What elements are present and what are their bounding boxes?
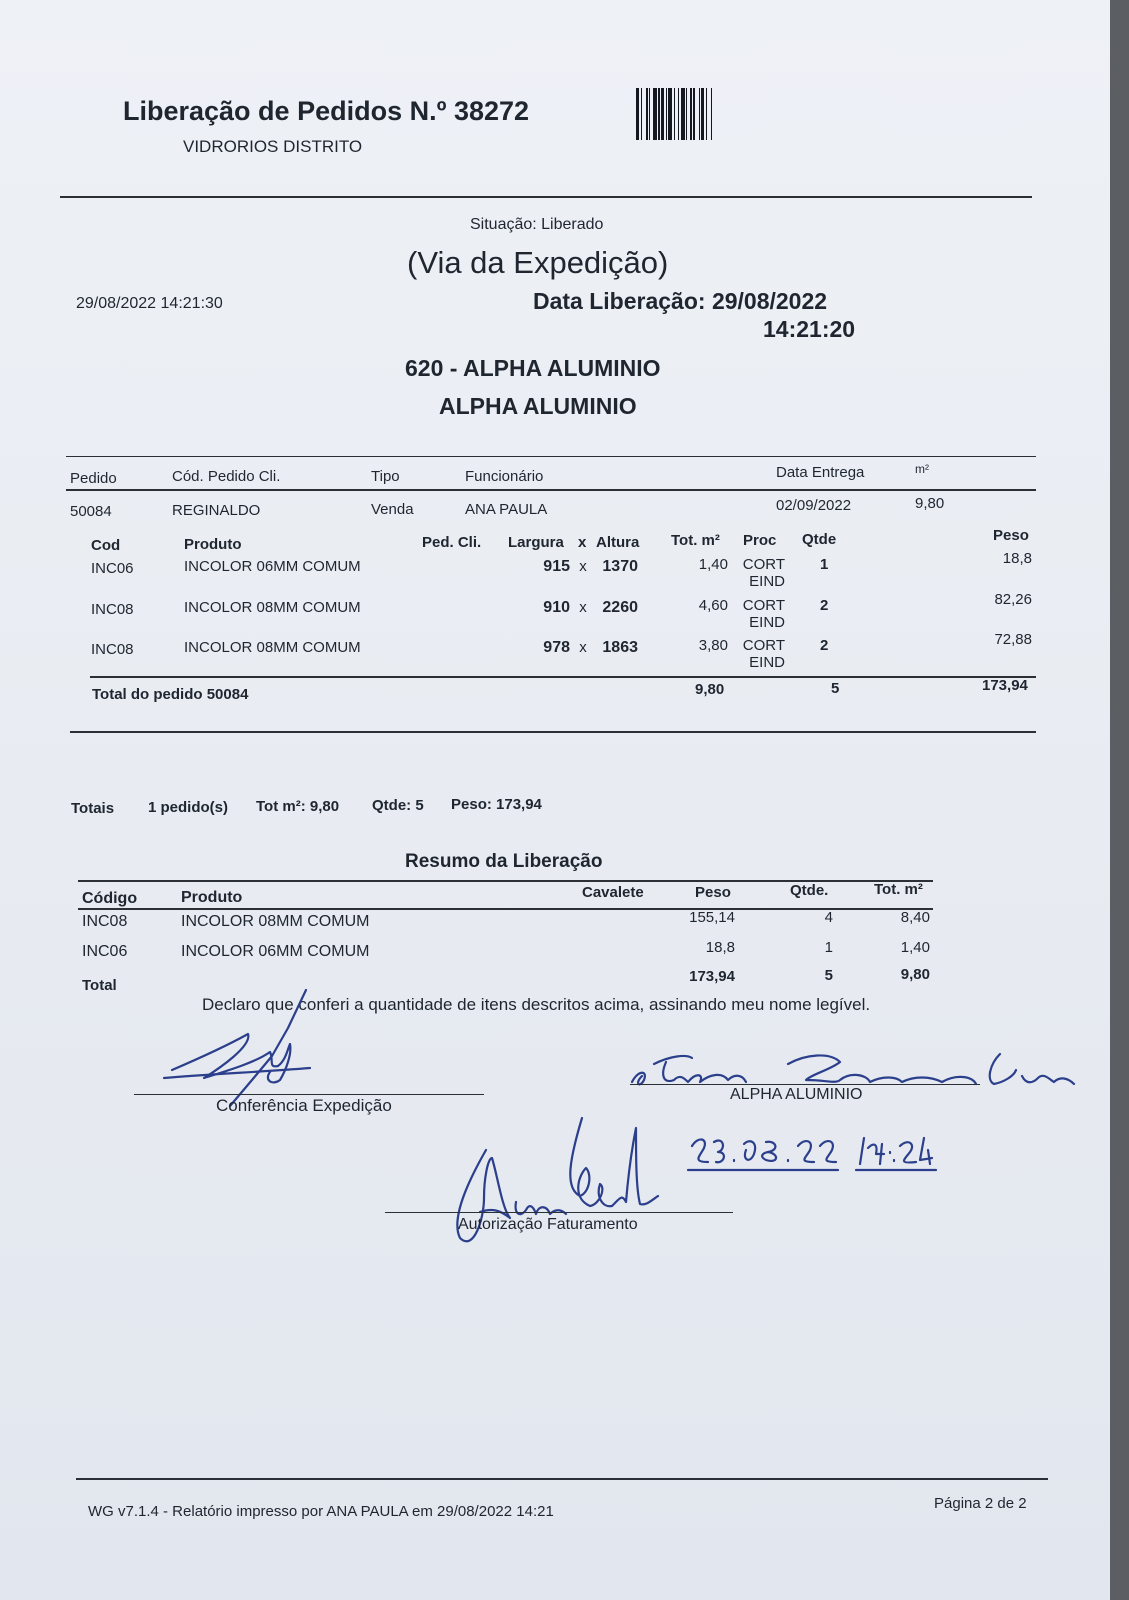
client-name-2: ALPHA ALUMINIO [439,393,637,419]
col-header-data-entrega: Data Entrega [776,464,865,481]
document-title: Liberação de Pedidos N.º 38272 [123,96,530,126]
item-cell-largura: 915 [543,558,570,575]
summary-total-peso: 173,94 [689,968,735,985]
item-header-qtde: Qtde [802,531,837,548]
item-cell-produto: INCOLOR 08MM COMUM [184,639,361,656]
item-cell-largura: 910 [543,599,570,616]
item-header-produto: Produto [184,536,242,553]
item-cell-proc1: CORT [742,637,785,654]
release-date: Data Liberação: 29/08/2022 [533,288,828,314]
item-header-tot-m2: Tot. m² [671,532,720,549]
status-text: Situação: Liberado [470,216,604,233]
signature-line [134,1094,484,1095]
declaration-text: Declaro que conferi a quantidade de itens descritos acima, assinando meu nome legível. [202,995,871,1014]
item-cell-tot-m2: 1,40 [698,556,728,573]
summary-header-cavalete: Cavalete [582,884,644,901]
client-name: 620 - ALPHA ALUMINIO [405,355,661,381]
summary-header-peso: Peso [695,884,731,901]
order-number: 50084 [70,503,112,520]
barcode [636,88,806,140]
col-header-cod-pedido-cli: Cód. Pedido Cli. [172,468,281,485]
release-time: 14:21:20 [763,316,856,342]
item-cell-tot-m2: 3,80 [698,637,728,654]
item-cell-x: x [579,558,587,575]
item-header-cod: Cod [91,537,121,554]
order-total-peso: 173,94 [982,677,1028,694]
order-client-code: REGINALDO [172,502,261,519]
item-header-x: x [578,534,587,551]
summary-title: Resumo da Liberação [405,851,603,872]
item-cell-produto: INCOLOR 06MM COMUM [184,558,361,575]
summary-cell-codigo: INC08 [82,913,128,930]
summary-cell-qtde: 1 [824,939,833,956]
divider [66,456,1036,457]
item-cell-largura: 978 [543,639,570,656]
printed-datetime: 29/08/2022 14:21:30 [76,295,223,312]
item-cell-x: x [579,599,587,616]
item-header-proc: Proc [743,532,777,549]
signature-line [630,1084,980,1085]
summary-header-tot-m2: Tot. m² [874,881,923,898]
item-header-altura: Altura [596,534,640,551]
item-cell-cod: INC06 [91,560,134,577]
col-header-pedido: Pedido [70,470,117,487]
col-header-tipo: Tipo [371,468,400,485]
conferencia-label: Conferência Expedição [216,1096,392,1115]
footer-page-number: Página 2 de 2 [934,1495,1027,1512]
totals-peso: Peso: 173,94 [451,796,542,813]
summary-cell-peso: 155,14 [689,909,735,926]
item-header-largura: Largura [508,534,564,551]
totals-label: Totais [71,800,115,817]
summary-header-qtde: Qtde. [790,882,829,899]
order-m2: 9,80 [915,495,945,512]
signature-autorizacao [440,1118,670,1258]
company-name: VIDRORIOS DISTRITO [183,137,363,156]
barcode-bar [712,88,714,140]
divider [76,1478,1048,1480]
item-cell-proc2: EIND [749,654,785,671]
client-signature-label: ALPHA ALUMINIO [730,1086,863,1103]
order-total-label: Total do pedido 50084 [92,686,249,703]
item-cell-proc1: CORT [742,556,785,573]
item-cell-x: x [579,639,587,656]
order-employee: ANA PAULA [465,501,548,518]
divider [66,489,1036,491]
autorizacao-label: Autorização Faturamento [458,1216,638,1233]
summary-total-m2: 9,80 [900,966,930,983]
summary-cell-produto: INCOLOR 08MM COMUM [181,913,370,930]
summary-header-produto: Produto [181,889,243,906]
item-cell-cod: INC08 [91,641,134,658]
totals-qtde: Qtde: 5 [372,797,424,814]
item-cell-peso: 82,26 [994,591,1032,608]
summary-cell-tot-m2: 1,40 [900,939,930,956]
summary-total-label: Total [82,977,117,994]
summary-total-qtde: 5 [824,967,833,984]
item-cell-altura: 1370 [602,558,638,575]
totals-pedidos: 1 pedido(s) [148,799,229,816]
item-cell-altura: 1863 [602,639,638,656]
col-header-funcionario: Funcionário [465,468,544,485]
item-cell-peso: 72,88 [994,631,1032,648]
summary-header-codigo: Código [82,890,138,907]
divider [60,196,1032,198]
item-cell-proc1: CORT [742,597,785,614]
totals-m2: Tot m²: 9,80 [256,798,340,815]
order-total-qtde: 5 [831,680,840,697]
item-cell-tot-m2: 4,60 [698,597,728,614]
item-cell-qtde: 2 [820,637,829,654]
summary-cell-codigo: INC06 [82,943,128,960]
item-cell-proc2: EIND [749,573,785,590]
order-total-m2: 9,80 [695,681,725,698]
item-cell-proc2: EIND [749,614,785,631]
handwritten-date [688,1130,948,1180]
item-cell-altura: 2260 [602,599,638,616]
footer-printed-by: WG v7.1.4 - Relatório impresso por ANA PAULA em 29/08/2022 14:21 [88,1503,554,1520]
col-header-m2: m² [915,462,929,476]
order-type: Venda [371,501,414,518]
item-cell-produto: INCOLOR 08MM COMUM [184,599,361,616]
summary-cell-produto: INCOLOR 06MM COMUM [181,943,370,960]
summary-cell-tot-m2: 8,40 [900,909,930,926]
item-cell-qtde: 2 [820,597,829,614]
item-cell-qtde: 1 [820,556,829,573]
item-header-ped-cli: Ped. Cli. [422,534,482,551]
divider [90,676,1036,678]
via-title: (Via da Expedição) [407,245,669,280]
summary-cell-peso: 18,8 [705,939,735,956]
summary-cell-qtde: 4 [824,909,833,926]
order-delivery-date: 02/09/2022 [776,497,852,514]
item-cell-cod: INC08 [91,601,134,618]
divider [70,731,1036,733]
signature-line [385,1212,733,1213]
item-header-peso: Peso [993,527,1029,544]
item-cell-peso: 18,8 [1002,550,1032,567]
